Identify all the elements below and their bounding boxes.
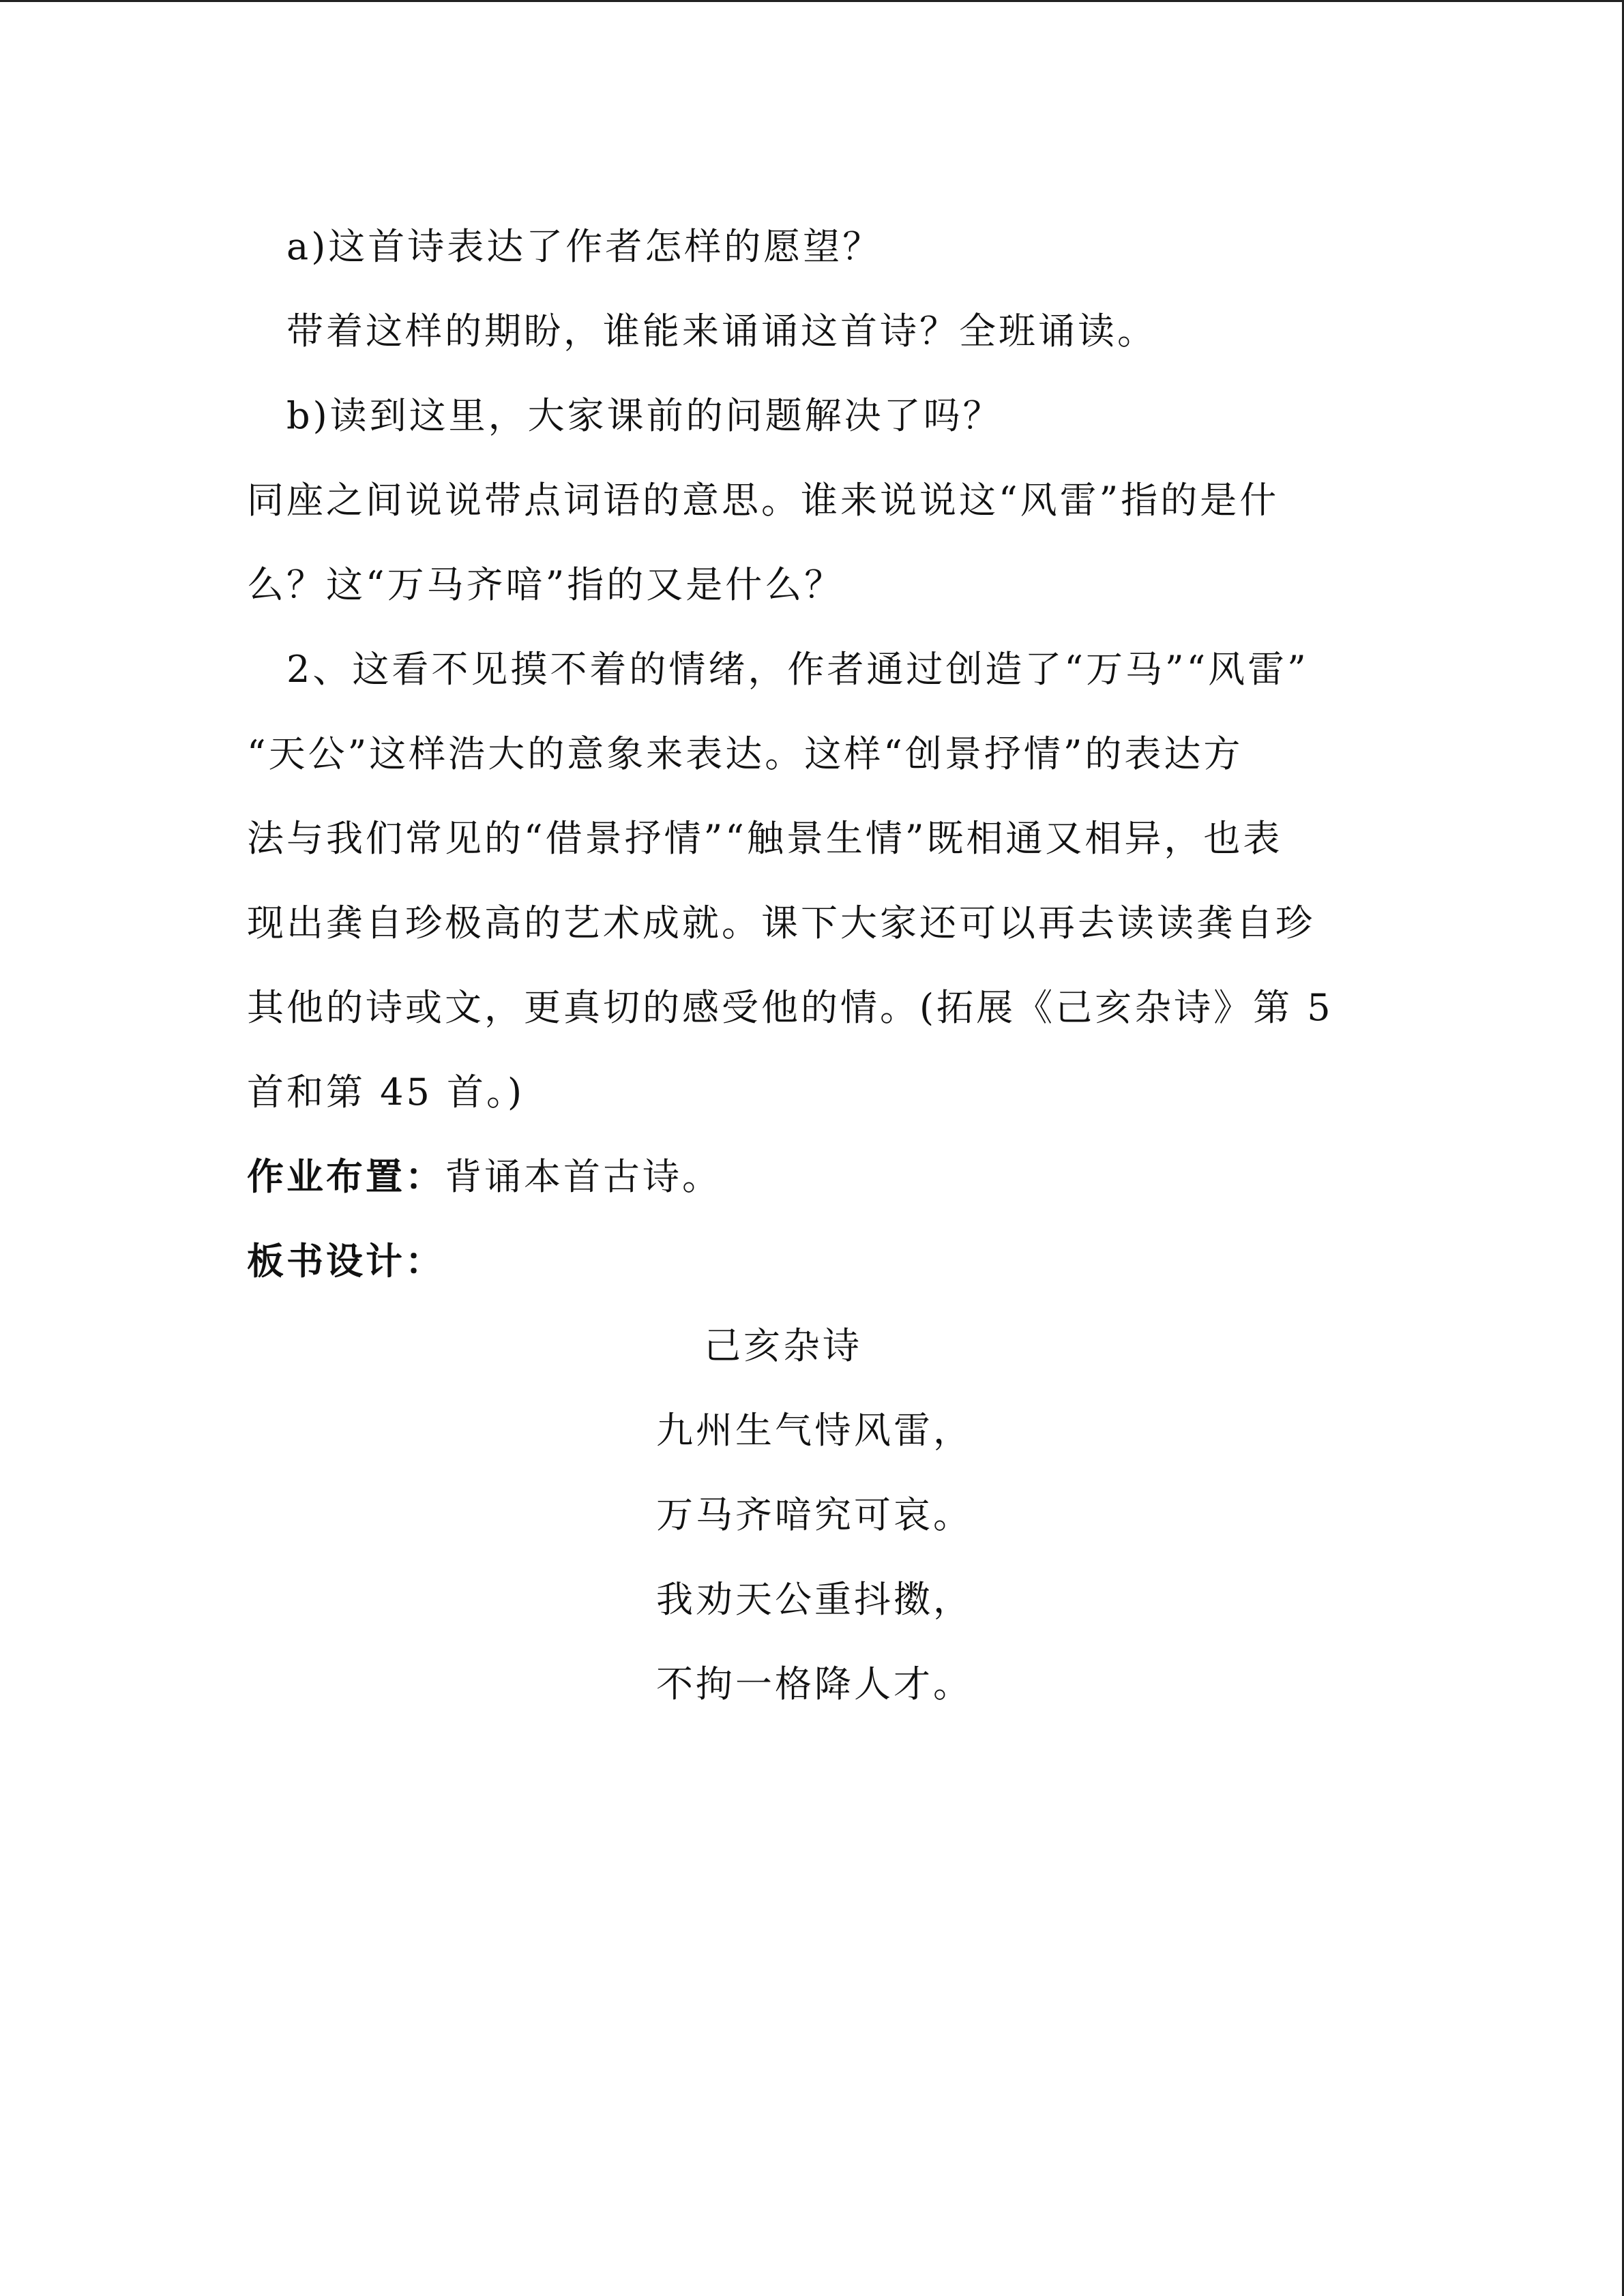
- paragraph-line: 同座之间说说带点词语的意思。谁来说说这“风雷”指的是什: [247, 479, 1280, 522]
- paragraph-line: “天公”这样浩大的意象来表达。这样“创景抒情”的表达方: [247, 732, 1243, 775]
- paragraph-line: 首和第 45 首。): [247, 1071, 525, 1114]
- paragraph-line: 其他的诗或文，更真切的感受他的情。(拓展《己亥杂诗》第 5: [247, 986, 1333, 1029]
- recite-instruction: 带着这样的期盼，谁能来诵诵这首诗？全班诵读。: [286, 310, 1157, 353]
- board-design-label: 板书设计：: [247, 1240, 445, 1283]
- paragraph-line: 2、这看不见摸不着的情绪，作者通过创造了“万马”“风雷”: [286, 648, 1309, 691]
- homework-label: 作业布置：: [247, 1155, 445, 1198]
- homework-line: [247, 1135, 1379, 1219]
- document-body: [247, 205, 1379, 1727]
- paragraph-line: 法与我们常见的“借景抒情”“触景生情”既相通又相异，也表: [247, 817, 1283, 860]
- question-b: b)读到这里，大家课前的问题解决了吗？: [286, 394, 1003, 437]
- poem-verse: 不拘一格降人才。: [656, 1663, 973, 1705]
- paragraph-line: 现出龚自珍极高的艺术成就。课下大家还可以再去读读龚自珍: [247, 901, 1315, 944]
- poem-title: 己亥杂诗: [704, 1324, 862, 1367]
- homework-text: 背诵本首古诗。: [445, 1155, 722, 1198]
- poem-verse: 九州生气恃风雷，: [656, 1409, 973, 1452]
- question-a: a)这首诗表达了作者怎样的愿望？: [286, 225, 883, 268]
- poem-verse: 万马齐喑究可哀。: [656, 1493, 973, 1536]
- paragraph-line: 么？这“万马齐喑”指的又是什么？: [247, 563, 844, 606]
- poem-verse: 我劝天公重抖擞，: [656, 1578, 973, 1621]
